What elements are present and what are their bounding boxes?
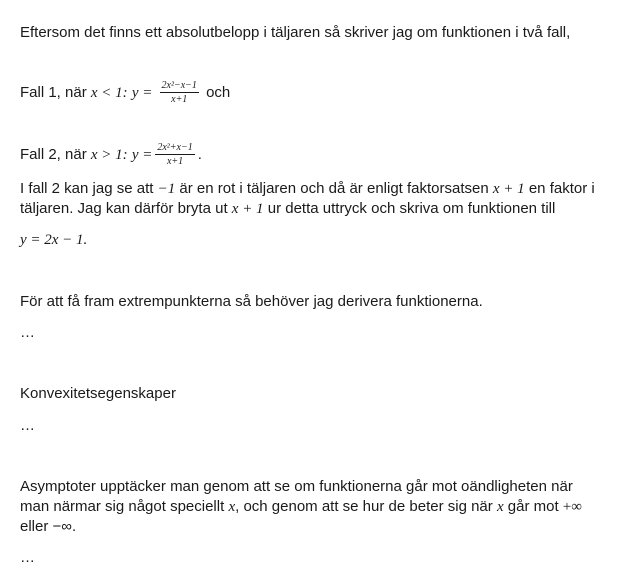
asymptotes-line-1: Asymptoter upptäcker man genom att se om funktionerna går mot oändligheten när <box>20 478 573 495</box>
para1-line-1 <box>20 180 595 198</box>
convexity-heading: Konvexitetsegenskaper <box>20 385 176 402</box>
para1-text-c: en faktor i <box>524 180 595 197</box>
case-2-y: y = <box>131 147 153 163</box>
asymptotes-plus-infinity: +∞ <box>562 499 582 515</box>
case-2-fraction <box>155 142 194 167</box>
asymptotes-text-a: man närmar sig något speciellt <box>20 498 229 515</box>
case-1-prefix: Fall 1, när <box>20 84 91 101</box>
asymptotes-text-b: , och genom att se hur de beter sig när <box>235 498 497 515</box>
para1-root: −1 <box>157 181 176 197</box>
case-2-numerator: 2x²+x−1 <box>157 141 193 153</box>
para1-result: y = 2x − 1. <box>20 232 88 248</box>
case-1-numerator: 2x²−x−1 <box>161 79 197 91</box>
case-1-denominator: x+1 <box>171 93 188 105</box>
case-1-line <box>20 80 230 106</box>
asymptotes-text-c: går mot <box>503 498 563 515</box>
extrema-text: För att få fram extrempunkterna så behöver jag derivera funktionerna. <box>20 293 483 310</box>
case-2-prefix: Fall 2, när <box>20 146 91 163</box>
case-1-fraction <box>160 80 199 105</box>
asymptotes-ellipsis: … <box>20 549 35 566</box>
asymptotes-x-2: x <box>496 499 504 515</box>
asymptotes-line-3: eller −∞. <box>20 518 77 535</box>
case-1-suffix: och <box>206 84 231 101</box>
case-1-condition: x < 1: <box>90 85 128 101</box>
para1-text-b: är en rot i täljaren och då är enligt faktorsatsen <box>175 180 493 197</box>
para1-text-e: ur detta uttryck och skriva om funktionen till <box>263 200 556 217</box>
case-2-suffix: . <box>197 146 202 163</box>
para1-text-d: täljaren. Jag kan därför bryta ut <box>20 200 232 217</box>
para1-text-a: I fall 2 kan jag se att <box>20 180 158 197</box>
para1-line-2 <box>20 200 555 218</box>
case-2-condition: x > 1: <box>90 147 128 163</box>
case-2-line <box>20 142 202 168</box>
case-2-denominator: x+1 <box>166 155 184 167</box>
intro-text: Eftersom det finns ett absolutbelopp i täljaren så skriver jag om funktionen i två fall, <box>20 24 571 41</box>
asymptotes-x-1: x <box>228 499 236 515</box>
para1-factor: x + 1 <box>492 181 525 197</box>
convexity-ellipsis: … <box>20 417 35 434</box>
case-1-y: y = <box>131 85 153 101</box>
para1-factor-2: x + 1 <box>231 201 264 217</box>
asymptotes-line-2 <box>20 498 582 516</box>
extrema-ellipsis: … <box>20 324 35 341</box>
